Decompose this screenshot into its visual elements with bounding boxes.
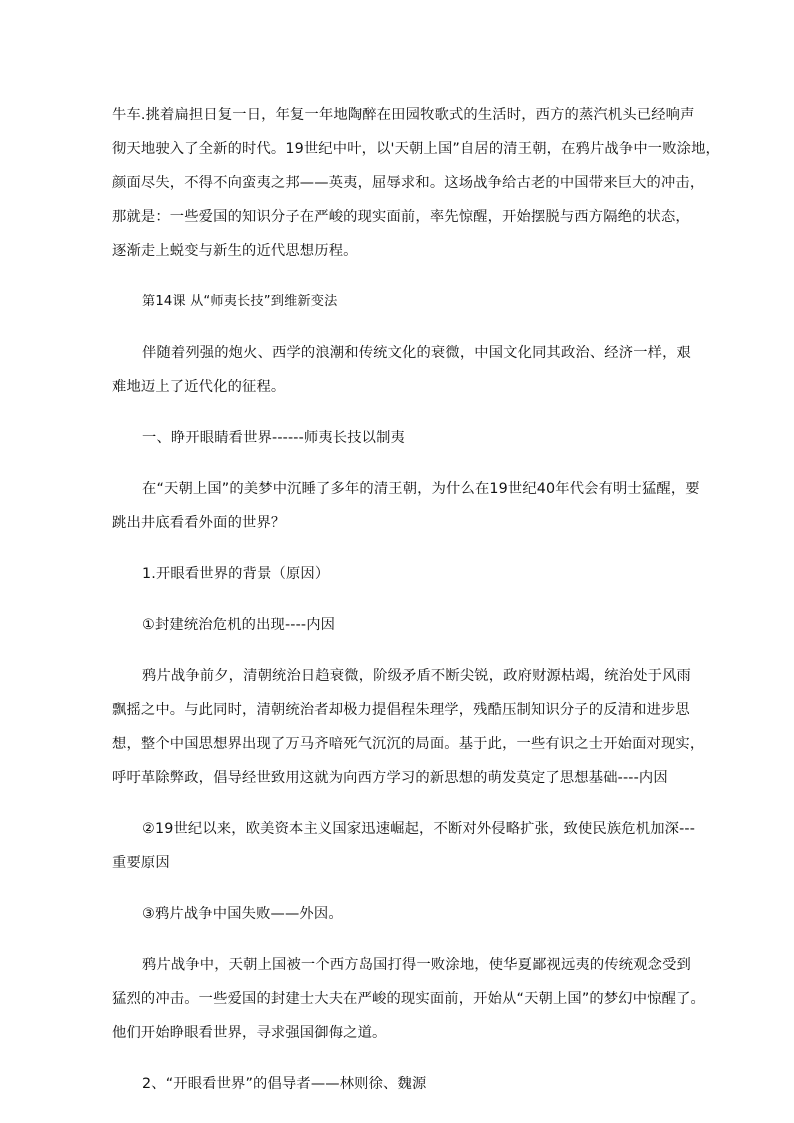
lesson-intro-paragraph xyxy=(112,336,692,404)
text-line: 牛车.挑着扁担日复一日，年复一年地陶醉在田园牧歌式的生活时，西方的蒸汽机头已经响声 xyxy=(112,107,695,123)
text-line: 呼吁革除弊政，倡导经世致用这就为向西方学习的新思想的萌发莫定了思想基础----内因 xyxy=(112,770,668,786)
text-line: 鸦片战争中，天朝上国被一个西方岛国打得一败涂地，使华夏鄙视远夷的传统观念受到 xyxy=(142,957,691,973)
section-heading-1 xyxy=(112,421,692,455)
text-line: 那就是：一些爱国的知识分子在严峻的现实面前，率先惊醒，开始摆脱与西方隔绝的状态， xyxy=(112,209,690,225)
text-line: 猛烈的冲击。一些爱国的封建士大夫在严峻的现实面前，开始从“天朝上国”的梦幻中惊醒了。 xyxy=(112,991,705,1007)
question-paragraph xyxy=(112,472,700,540)
subsection-heading-background xyxy=(112,557,692,591)
document-body xyxy=(112,98,720,1118)
text-line: 2、“开眼看世界”的倡导者——林则徐、魏源 xyxy=(142,1076,427,1092)
text-line: 逐渐走上蜕变与新生的近代思想历程。 xyxy=(112,243,358,259)
text-line: 重要原因 xyxy=(112,855,170,871)
text-line: ③鸦片战争中国失败——外因。 xyxy=(142,906,343,922)
text-line: ①封建统治危机的出现----内因 xyxy=(142,617,336,633)
point-1-heading xyxy=(112,608,692,642)
text-line: 颜面尽失，不得不向蛮夷之邦——英夷，屈辱求和。这场战争给古老的中国带来巨大的冲击， xyxy=(112,175,705,191)
text-line: 鸦片战争前夕，清朝统治日趋衰微，阶级矛盾不断尖锐，政府财源枯竭，统治处于风雨 xyxy=(142,668,691,684)
text-line: 难地迈上了近代化的征程。 xyxy=(112,379,286,395)
text-line: 想，整个中国思想界出现了万马齐喑死气沉沉的局面。基于此，一些有识之士开始面对现实， xyxy=(112,736,705,752)
text-line: 第14课 从“师夷长技”到维新变法 xyxy=(142,294,338,309)
text-line: 飘摇之中。与此同时，清朝统治者却极力提倡程朱理学，残酷压制知识分子的反清和进步思 xyxy=(112,702,690,718)
subsection-heading-advocates xyxy=(112,1067,692,1101)
text-line: 1.开眼看世界的背景（原因） xyxy=(142,566,330,582)
text-line: 他们开始睁眼看世界，寻求强国御侮之道。 xyxy=(112,1025,387,1041)
point-3-paragraph xyxy=(112,948,705,1050)
point-2-paragraph xyxy=(112,812,696,880)
text-line: 在“天朝上国”的美梦中沉睡了多年的清王朝，为什么在19世纪40年代会有明士猛醒，要 xyxy=(142,481,700,497)
text-line: 跳出井底看看外面的世界？ xyxy=(112,515,286,531)
text-line: 彻天地驶入了全新的时代。19世纪中叶，以'天朝上国”自居的清王朝，在鸦片战争中一败涂地， xyxy=(112,141,720,157)
intro-paragraph xyxy=(112,98,720,268)
text-line: 伴随着列强的炮火、西学的浪潮和传统文化的衰微，中国文化同其政治、经济一样，艰 xyxy=(142,345,691,361)
text-line: ②19世纪以来，欧美资本主义国家迅速崛起，不断对外侵略扩张，致使民族危机加深--- xyxy=(142,821,696,837)
lesson-title xyxy=(112,285,692,319)
point-1-paragraph xyxy=(112,659,705,795)
text-line: 一、睁开眼睛看世界------师夷长技以制夷 xyxy=(142,430,406,446)
point-3-heading xyxy=(112,897,692,931)
